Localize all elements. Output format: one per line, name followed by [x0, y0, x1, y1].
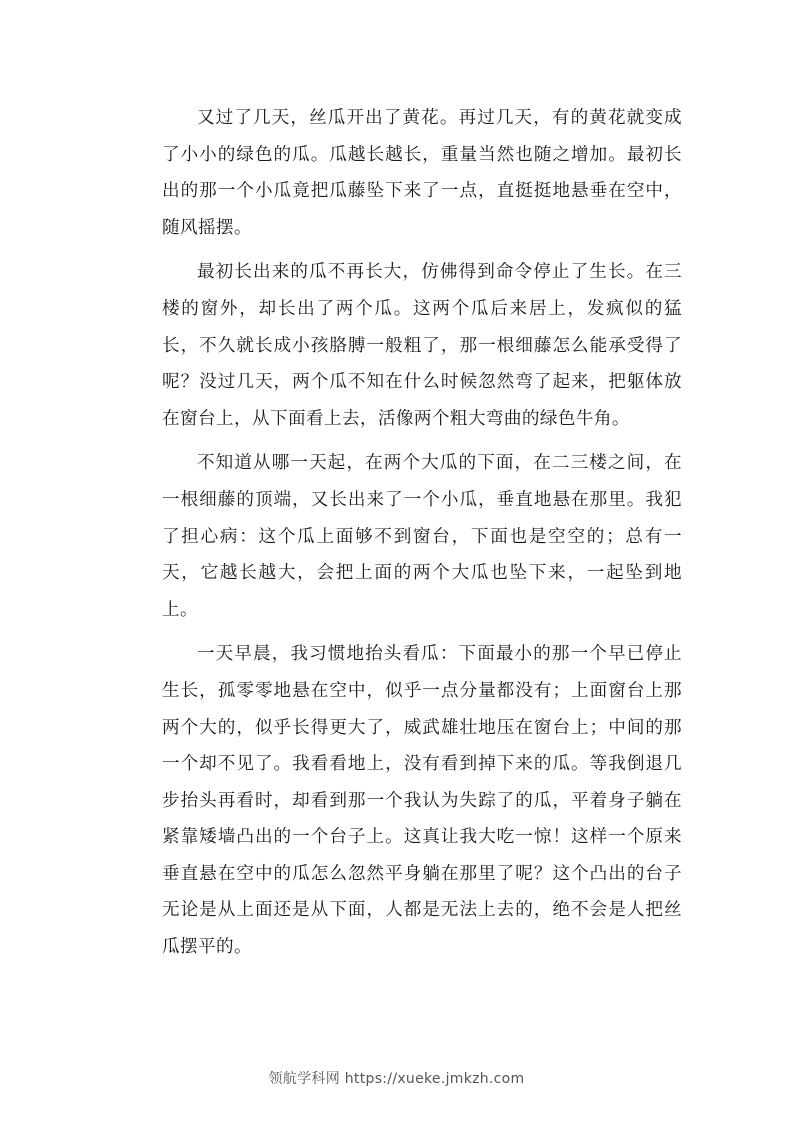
footer-watermark: 领航学科网 https://xueke.jmkzh.com [268, 1071, 525, 1087]
paragraph-3: 不知道从哪一天起，在两个大瓜的下面，在二三楼之间，在一根细藤的顶端，又长出来了一个小瓜，垂直地悬在那里。我犯了担心病：这个瓜上面够不到窗台，下面也是空空的；总有一天，它越长越大，会把上面的两个大瓜也坠下来，一起坠到地上。 [162, 453, 682, 620]
document-body [162, 100, 682, 974]
paragraph-1: 又过了几天，丝瓜开出了黄花。再过几天，有的黄花就变成了小小的绿色的瓜。瓜越长越长，重量当然也随之增加。最初长出的那一个小瓜竟把瓜藤坠下来了一点，直挺挺地悬垂在空中，随风摇摆。 [162, 108, 682, 238]
paragraph-4: 一天早晨，我习惯地抬头看瓜：下面最小的那一个早已停止生长，孤零零地悬在空中，似乎一点分量都没有；上面窗台上那两个大的，似乎长得更大了，威武雄壮地压在窗台上；中间的那一个却不见了。我看看地上，没有看到掉下来的瓜。等我倒退几步抬头再看时，却看到那一个我认为失踪了的瓜，平着身子躺在紧靠矮墙凸出的一个台子上。这真让我大吃一惊！这样一个原来垂直悬在空中的瓜怎么忽然平身躺在那里了呢？这个凸出的台子无论是从上面还是从下面，人都是无法上去的，绝不会是人把丝瓜摆平的。 [162, 644, 682, 958]
paragraph-2: 最初长出来的瓜不再长大，仿佛得到命令停止了生长。在三楼的窗外，却长出了两个瓜。这两个瓜后来居上，发疯似的猛长，不久就长成小孩胳膊一般粗了，那一根细藤怎么能承受得了呢？没过几天，两个瓜不知在什么时候忽然弯了起来，把躯体放在窗台上，从下面看上去，活像两个粗大弯曲的绿色牛角。 [162, 262, 682, 429]
